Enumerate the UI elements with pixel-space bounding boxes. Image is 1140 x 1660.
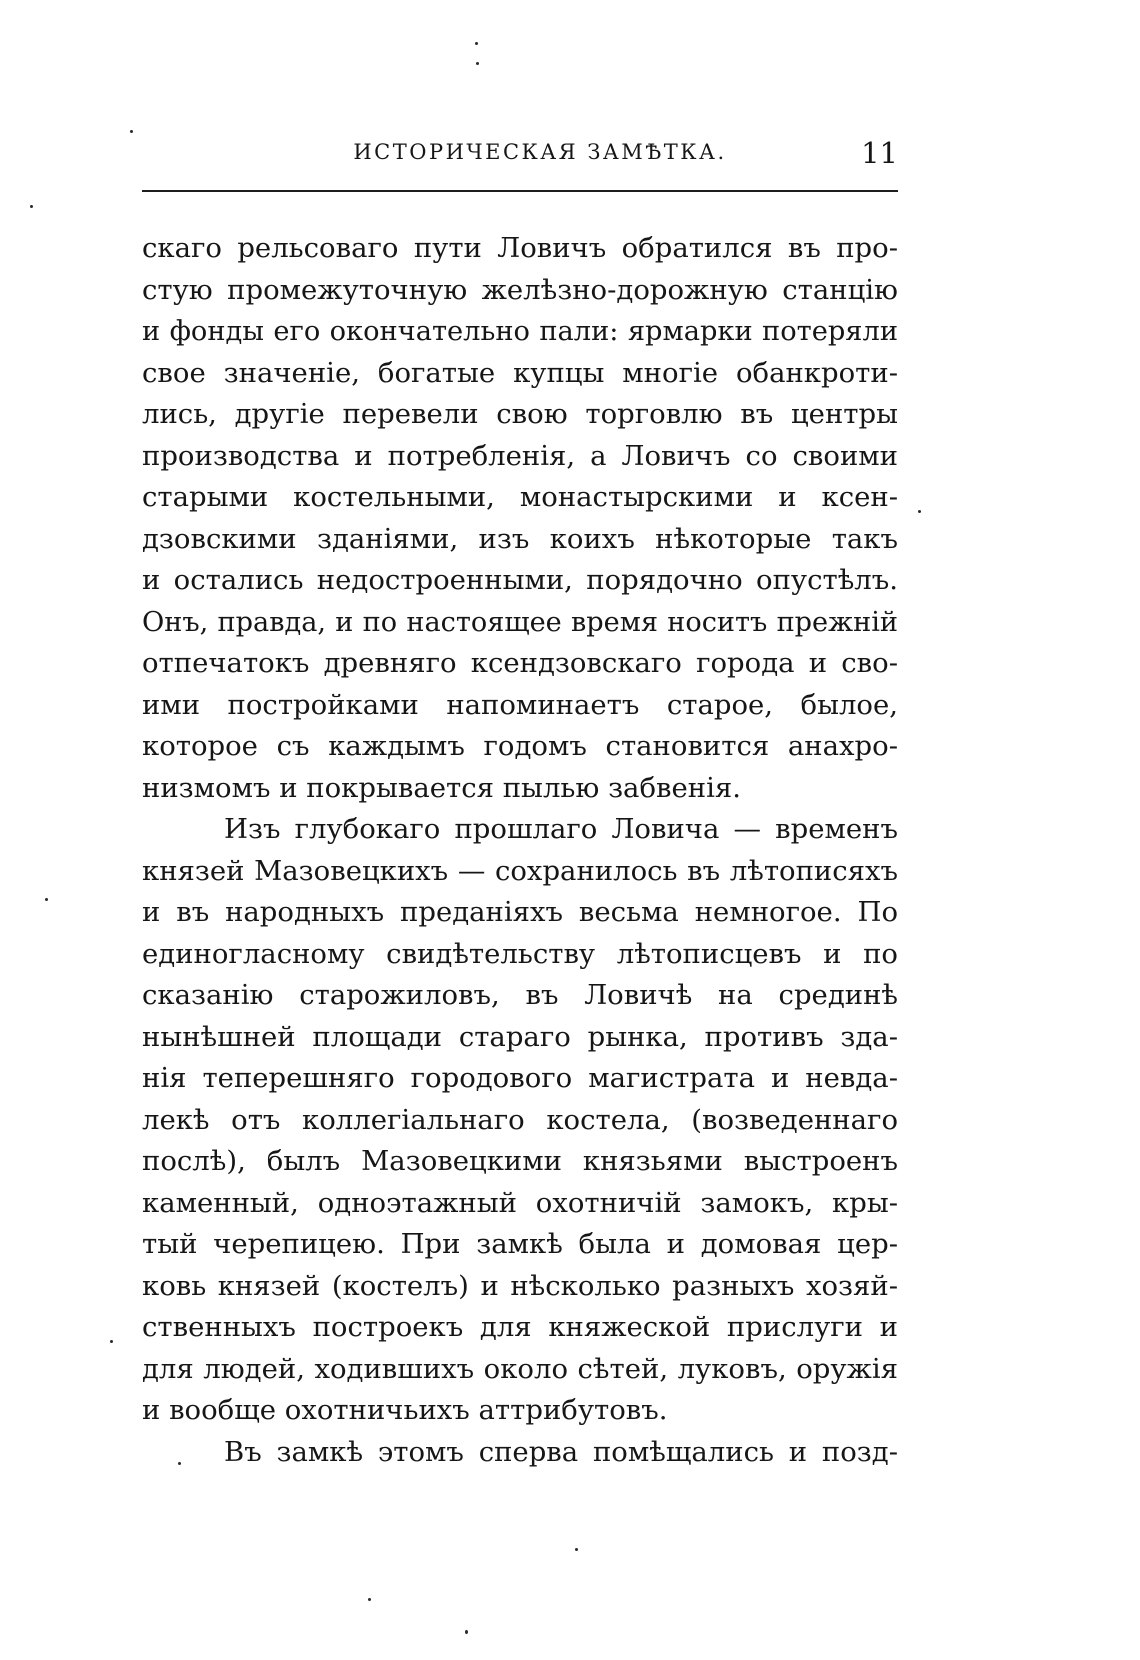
text-line: скаго рельсоваго пути Ловичъ обратился въ про- bbox=[142, 232, 898, 264]
text-line: лись, другіе перевели свою торговлю въ центры bbox=[142, 398, 898, 430]
text-line: дзовскими зданіями, изъ коихъ нѣкоторые такъ bbox=[142, 522, 898, 555]
text-line: лекѣ отъ коллегіальнаго костела, (возведеннаго bbox=[142, 1103, 898, 1136]
text-line: ственныхъ построекъ для княжеской прислуги и bbox=[142, 1311, 898, 1343]
text-line: свое значеніе, богатые купцы многіе обанкроти- bbox=[142, 356, 898, 389]
text-line: ковь князей (костелъ) и нѣсколько разныхъ хозяй- bbox=[142, 1269, 898, 1302]
text-line: которое съ каждымъ годомъ становится анахро- bbox=[142, 730, 898, 762]
text-line: Онъ, правда, и по настоящее время носитъ прежній bbox=[142, 606, 898, 638]
text-line: и остались недостроенными, порядочно опустѣлъ. bbox=[142, 564, 898, 596]
scan-speck bbox=[130, 130, 133, 133]
scan-speck bbox=[45, 898, 48, 901]
scan-speck bbox=[178, 1462, 181, 1465]
scan-speck bbox=[918, 510, 921, 513]
text-line: нія теперешняго городового магистрата и невда- bbox=[142, 1062, 898, 1094]
text-line: сказанію старожиловъ, въ Ловичѣ на срединѣ bbox=[142, 979, 898, 1011]
page-number: 11 bbox=[861, 136, 898, 170]
body-text bbox=[142, 228, 898, 1473]
running-head bbox=[142, 136, 898, 176]
text-line: послѣ), былъ Мазовецкими князьями выстроенъ bbox=[142, 1145, 898, 1177]
text-line: и въ народныхъ преданіяхъ весьма немногое. По bbox=[142, 896, 898, 928]
text-line: отпечатокъ древняго ксендзовскаго города и сво- bbox=[142, 647, 898, 679]
text-line: старыми костельными, монастырскими и ксен- bbox=[142, 481, 898, 513]
paragraph-first-line: Изъ глубокаго прошлаго Ловича — временъ bbox=[224, 813, 898, 845]
text-line: ими постройками напоминаетъ старое, былое, bbox=[142, 688, 898, 721]
text-line: и фонды его окончательно пали: ярмарки потеряли bbox=[142, 316, 898, 347]
text-line: тый черепицею. При замкѣ была и домовая цер- bbox=[142, 1228, 898, 1260]
text-line: каменный, одноэтажный охотничій замокъ, кры- bbox=[142, 1186, 898, 1219]
scan-speck bbox=[368, 1598, 371, 1601]
text-line: производства и потребленія, а Ловичъ со своими bbox=[142, 439, 898, 472]
scan-speck bbox=[110, 1340, 113, 1343]
header-rule bbox=[142, 190, 898, 192]
scan-speck bbox=[475, 42, 478, 45]
text-line: стую промежуточную желѣзно-дорожную станцію bbox=[142, 273, 898, 306]
paragraph-last-line: низмомъ и покрывается пылью забвенія. bbox=[142, 771, 741, 804]
paragraph-last-line: и вообще охотничьихъ аттрибутовъ. bbox=[142, 1394, 668, 1426]
text-line: нынѣшней площади стараго рынка, противъ зда- bbox=[142, 1020, 898, 1053]
scan-speck bbox=[476, 62, 479, 65]
text-line: единогласному свидѣтельству лѣтописцевъ и по bbox=[142, 937, 898, 970]
text-line: князей Мазовецкихъ — сохранилось въ лѣтописяхъ bbox=[142, 854, 898, 887]
running-title: ИСТОРИЧЕСКАЯ ЗАМѢТКА. bbox=[353, 140, 727, 164]
text-line: для людей, ходившихъ около сѣтей, луковъ, оружія bbox=[142, 1352, 898, 1385]
scan-speck bbox=[465, 1630, 468, 1634]
scan-speck bbox=[575, 1548, 578, 1551]
scan-speck bbox=[30, 205, 33, 208]
paragraph-first-line: Въ замкѣ этомъ сперва помѣщались и позд- bbox=[224, 1435, 898, 1468]
